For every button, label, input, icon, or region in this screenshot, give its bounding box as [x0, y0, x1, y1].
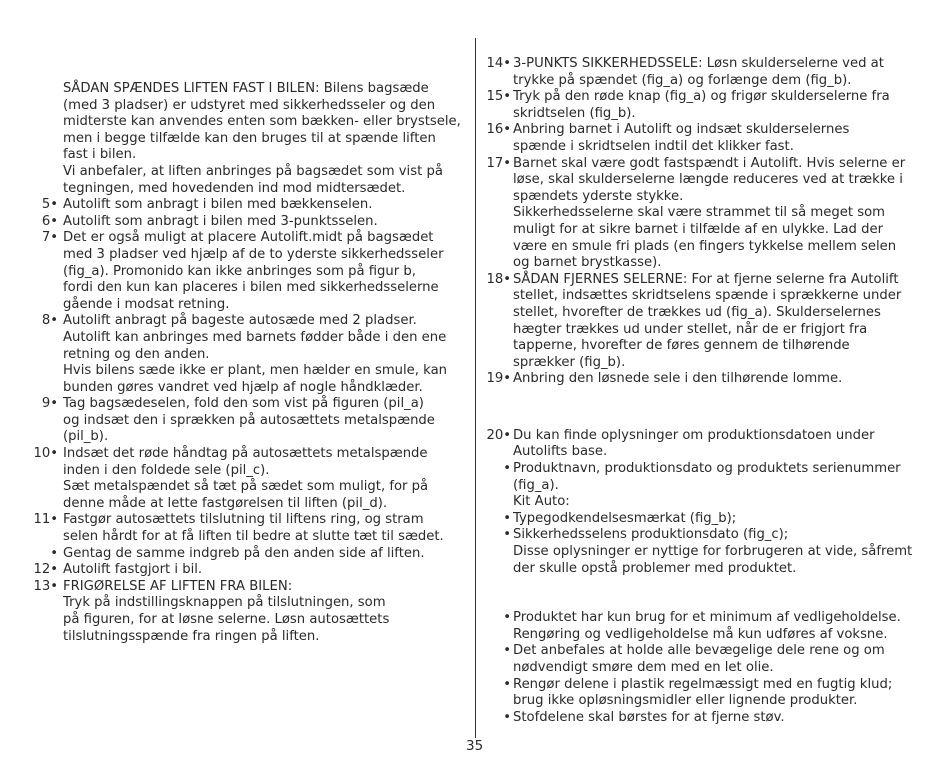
item-text: Tag bagsædeselen, fold den som vist på figuren (pil_a) og indsæt den i sprækken på autosættets metalspænde (pil_b). [63, 396, 435, 445]
item-text: Produktnavn, produktionsdato og produktets serienummer (fig_a). Kit Auto: [513, 461, 901, 510]
item-number: 18• [486, 271, 511, 287]
item-number: 15• [486, 89, 511, 105]
item-text: FRIGØRELSE AF LIFTEN FRA BILEN: Tryk på indstillingsknappen på tilslutningen, som på figuren, for at løsne selerne. Løsn autosættets tilslutningsspænde fra ringen på liften. [63, 578, 390, 644]
step-15 [483, 89, 943, 122]
item-number: • [50, 545, 58, 561]
step-5 [0, 197, 470, 214]
item-text: SÅDAN FJERNES SELERNE: For at fjerne selerne fra Autolift stellet, indsættes skridtselens spænde i sprækkerne under stellet, hvorefter de trækkes ud (fig_a). Skulderselernes hægter trækkes ud under stellet, når de er frigjort fra tapperne, hvorefter de føres gennem de tilhørende sprækker (fig_b). [513, 271, 902, 370]
step-17 [483, 156, 943, 272]
left-column [0, 81, 470, 645]
item-number: 13• [33, 578, 58, 594]
step-8 [0, 313, 470, 396]
item-number: 16• [486, 122, 511, 138]
step-bullet [0, 546, 470, 563]
item-text: Anbring den løsnede sele i den tilhørende lomme. [513, 371, 843, 387]
item-text: Gentag de samme indgreb på den anden side af liften. [63, 545, 425, 561]
spacer [483, 577, 943, 610]
item-number: • [503, 461, 511, 477]
item-number: • [503, 676, 511, 692]
item-text: Indsæt det røde håndtag på autosættets metalspænde inden i den foldede sele (pil_c). Sæt metalspændet så tæt på sædet som muligt, for på denne måde at lette fastgørelsen til liften (pil_d). [63, 446, 429, 511]
item-text: Stofdelene skal børstes for at fjerne støv. [513, 709, 785, 725]
step-19 [483, 371, 943, 388]
item-number: • [503, 527, 511, 543]
info-bullet [483, 461, 943, 511]
item-number: 9• [41, 396, 58, 412]
step-7 [0, 230, 470, 313]
item-number: 17• [486, 155, 511, 171]
item-text: Det anbefales at holde alle bevægelige dele rene og om nødvendigt smøre dem med en let olie. [513, 643, 885, 675]
item-number: 10• [33, 446, 58, 462]
step-18 [483, 272, 943, 372]
item-number: • [503, 510, 511, 526]
item-number: 14• [486, 56, 511, 71]
maintenance-bullet [483, 610, 943, 643]
step-6 [0, 214, 470, 231]
item-text: Sikkerhedsselens produktionsdato (fig_c); Disse oplysninger er nyttige for forbrugeren at vide, såfremt der skulle opstå problemer med produktet. [513, 527, 913, 576]
info-bullet [483, 527, 943, 577]
info-bullet [483, 511, 943, 528]
page-number: 35 [466, 738, 484, 754]
item-text: Barnet skal være godt fastspændt i Autolift. Hvis selerne er løse, skal skulderselerne længde reduceres ved at trække i spændets yderste stykke. Sikkerhedsselerne skal være strammet til så meget som muligt for at sikre barnet i tilfælde af en ulykke. Lad der være en smule fri plads (en fingers tykkelse mellem selen og barnet brystkasse). [513, 155, 906, 271]
item-text: Produktet har kun brug for et minimum af vedligeholdelse. Rengøring og vedligeholdelse må kun udføres af voksne. [513, 610, 901, 642]
item-number: 11• [33, 512, 58, 528]
item-text: SÅDAN SPÆNDES LIFTEN FAST I BILEN: Bilens bagsæde (med 3 pladser) er udstyret med sikkerhedsseler og den midterste kan anvendes enten som bækken- eller brystsele, men i begge tilfælde kan den bruges til at spænde liften fast i bilen. Vi anbefaler, at liften anbringes på bagsædet som vist på tegningen, med hovedenden ind mod midtersædet. [63, 81, 461, 196]
item-text: Det er også muligt at placere Autolift.midt på bagsædet med 3 pladser ved hjælp af de to yderste sikkerhedsseler (fig_a). Promonido kan ikke anbringes som på figur b, fordi den kun kan placeres i bilen med sikkerhedsselerne gående i modsat retning. [63, 230, 444, 312]
item-number: • [503, 610, 511, 626]
item-text: Autolift anbragt på bageste autosæde med 2 pladser. Autolift kan anbringes med barnets fødder både i den ene retning og den anden. Hvis bilens sæde ikke er plant, men hælder en smule, kan bunden gøres vandret ved hjælp af nogle håndklæder. [63, 313, 448, 395]
item-text: Fastgør autosættets tilslutning til liftens ring, og stram selen hårdt for at få liften til bedre at slutte tæt til sædet. [63, 512, 444, 545]
step-11 [0, 512, 470, 545]
item-number: 12• [33, 562, 58, 578]
item-text: Autolift fastgjort i bil. [63, 562, 203, 578]
right-column [483, 56, 943, 726]
column-divider [475, 38, 476, 738]
item-number: 6• [41, 213, 58, 229]
item-text: Du kan finde oplysninger om produktionsdatoen under Autolifts base. [513, 427, 875, 460]
spacer [483, 388, 943, 428]
step-14 [483, 56, 943, 89]
item-number: 7• [41, 230, 58, 246]
intro-paragraph [0, 81, 470, 197]
maintenance-bullet [483, 710, 943, 727]
item-text: Autolift som anbragt i bilen med bækkenselen. [63, 197, 373, 213]
item-text: Tryk på den røde knap (fig_a) og frigør skulderselerne fra skridtselen (fig_b). [513, 89, 890, 121]
item-number: 20• [486, 427, 511, 443]
item-text: 3-PUNKTS SIKKERHEDSSELE: Løsn skulderselerne ved at trykke på spændet (fig_a) og forlænge dem (fig_b). [513, 56, 884, 88]
item-text: Anbring barnet i Autolift og indsæt skulderselernes spænde i skridtselen indtil det klikker fast. [513, 122, 850, 154]
item-text: Typegodkendelsesmærkat (fig_b); [513, 510, 737, 526]
item-text: Rengør delene i plastik regelmæssigt med en fugtig klud; brug ikke opløsningsmidler eller lignende produkter. [513, 676, 893, 709]
item-number: • [503, 709, 511, 725]
step-20 [483, 428, 943, 461]
maintenance-bullet [483, 643, 943, 676]
item-number: 5• [41, 197, 58, 213]
step-12 [0, 562, 470, 579]
step-9 [0, 396, 470, 446]
item-number: • [503, 643, 511, 659]
item-text: Autolift som anbragt i bilen med 3-punktsselen. [63, 213, 378, 229]
item-number: 19• [486, 371, 511, 387]
step-16 [483, 122, 943, 155]
maintenance-bullet [483, 677, 943, 710]
step-10 [0, 446, 470, 512]
item-number: 8• [41, 313, 58, 329]
step-13 [0, 579, 470, 645]
